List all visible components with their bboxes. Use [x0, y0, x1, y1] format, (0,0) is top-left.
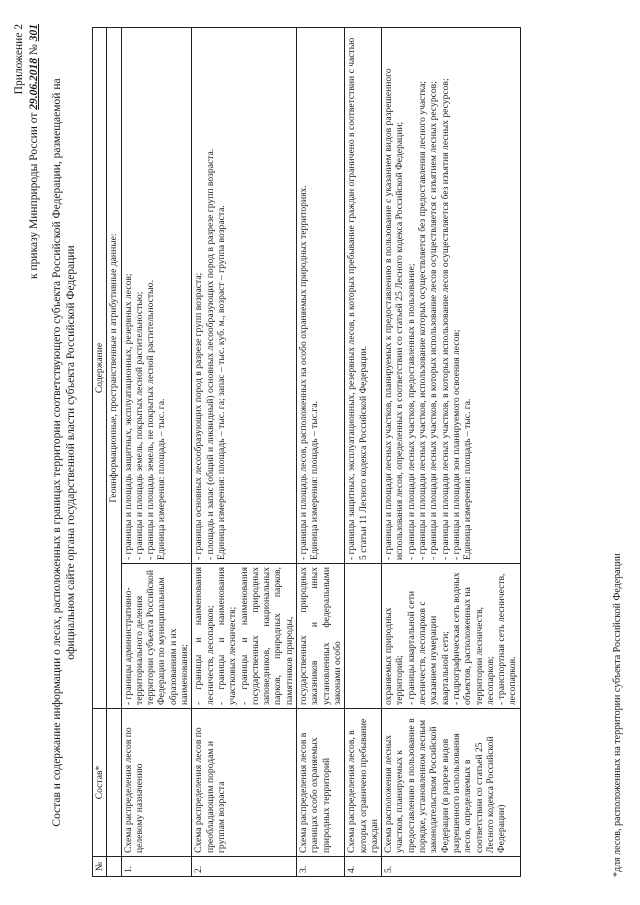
- row-content: [297, 28, 345, 564]
- row-geo: [345, 564, 382, 709]
- content-line: - площадь и запас (общий и ликвидный) основных лесообразующих пород в разрезе групп возраста.: [204, 148, 216, 560]
- table-row: [192, 28, 297, 877]
- content-line: - границы и площадь защитных, эксплуатационных, резервных лесов;: [122, 273, 134, 560]
- content-line: - границы и площади зон планируемого освоения лесов;: [450, 329, 462, 560]
- content-line: Единица измерения: площадь – тыс. га.: [156, 398, 168, 560]
- row-geo: [382, 564, 521, 709]
- row-content: [192, 28, 297, 564]
- row-sostav: Схема распределения лесов, в которых ограничено пребывание граждан: [345, 709, 382, 857]
- section-row: [107, 28, 121, 877]
- order-number-sign: №: [28, 44, 40, 56]
- section-heading: Геоинформационные, пространственные и атрибутивные данные:: [107, 28, 121, 709]
- content-line: - границы и площадь земель, покрытых лесной растительностью;: [133, 291, 145, 560]
- row-content: [121, 28, 192, 564]
- table-row: [382, 28, 521, 877]
- table-row: [121, 28, 192, 877]
- content-line: - границы и площади лесных участков, в которых использование лесов осуществляется с изъятием лесных ресурсов;: [428, 81, 440, 560]
- document-title: [50, 30, 78, 875]
- table-row: [345, 28, 382, 877]
- header-no: №: [93, 857, 107, 877]
- content-line: Единица измерения: площадь – тыс. га; запас – тыс. куб. м., возраст – группа возраста.: [215, 205, 227, 560]
- geo-line: государственных природных заказников и иных установленных федеральными законами особо: [298, 567, 343, 705]
- content-line: - границы и площади лесных участков, планируемых к предоставлению в пользование с указанием видов разрешенного использования лесов, определенных в соответствии со статьей 25 Лесного кодекса Российской Федерации;: [383, 68, 406, 560]
- order-number: 301: [28, 24, 40, 42]
- geo-line: - границы и наименования государственных природных заповедников, национальных парков, природных парков, памятников природы,: [238, 567, 295, 705]
- row-content: [345, 28, 382, 564]
- content-line: - границы основных лесообразующих пород в разрезе групп возраста;: [193, 272, 205, 560]
- title-line-2: официальном сайте органа государственной власти субъекта Российской Федерации: [65, 245, 77, 660]
- row-no: 3.: [297, 857, 345, 877]
- row-no: 2.: [192, 857, 297, 877]
- geo-line: - границы административно-территориального деления территории субъекта Российской Федерации по муниципальным образованиям и их наименования;: [122, 570, 191, 705]
- geo-line: - границы и наименования лесничеств, лесопарков;: [193, 567, 216, 705]
- row-no: 1.: [121, 857, 192, 877]
- content-line: Единица измерения: площадь – тыс.га.: [309, 401, 321, 560]
- appendix-text: Приложение 2: [13, 24, 25, 95]
- content-line: - границы и площадь лесов, расположенных на особо охраняемых природных территориях.: [298, 185, 310, 560]
- content-line: - границы защитных, эксплуатационных, резервных лесов, в которых пребывание граждан ограничено в соответствии с частью 5 статьи 11 Лесного кодекса Российской Федерации.: [346, 37, 369, 560]
- row-geo: [192, 564, 297, 709]
- row-sostav: Схема распределения лесов в границах особо охраняемых природных территорий: [297, 709, 345, 857]
- order-prefix: к приказу Минприроды России от: [28, 112, 40, 279]
- row-no: 5.: [382, 857, 521, 877]
- header-sostav: Состав*: [93, 709, 107, 857]
- row-sostav: Схема распределения лесов по целевому назначению: [121, 709, 192, 857]
- content-line: - границы и площади лесных участков, в которых использование лесов осуществляется без изъятия лесных ресурсов;: [439, 78, 451, 560]
- row-content: [382, 28, 521, 564]
- row-geo: [121, 564, 192, 709]
- content-line: - границы и площадь земель, не покрытых лесной растительностью.: [145, 280, 157, 560]
- table-header-row: [93, 28, 107, 877]
- content-line: - границы и площади лесных участков, использование которых осуществляется без предоставления лесного участка;: [417, 80, 429, 560]
- content-table: [92, 27, 521, 877]
- table-row: [297, 28, 345, 877]
- geo-line: - транспортная сеть лесничеств, лесопарков.: [496, 573, 519, 705]
- order-reference: [28, 24, 40, 279]
- section-empty-sostav: [107, 709, 121, 857]
- content-line: - границы и площади лесных участков, предоставленных в пользование;: [405, 263, 417, 560]
- geo-line: охраняемых природных территорий;: [383, 607, 406, 705]
- appendix-label: [12, 24, 26, 94]
- row-sostav: Схема расположения лесных участков, планируемых к предоставлению в пользование в порядке, установленном лесным законодательством Российской Федерации (в разрезе видов разрешенного использования лесов, определяемых в соответствии со статьей 25 Лесного кодекса Российской Федерации): [382, 709, 521, 857]
- row-sostav: Схема распределения лесов по преобладающим породам и группам возраста: [192, 709, 297, 857]
- content-line: Единица измерения: площадь – тыс. га.: [462, 398, 474, 560]
- header-content: Содержание: [93, 28, 107, 709]
- geo-line: - границы и наименования участковых лесничеств;: [215, 567, 239, 705]
- section-empty-no: [107, 857, 121, 877]
- row-no: 4.: [345, 857, 382, 877]
- geo-line: - гидрографическая сеть водных объектов, расположенных на территории лесничеств, лесопарков;: [450, 572, 496, 705]
- footnote: *для лесов, расположенных на территории субъекта Российской Федерации: [612, 553, 623, 877]
- row-geo: [297, 564, 345, 709]
- geo-line: - границы квартальной сети лесничеств, лесопарков с указанием нумерации квартальной сети;: [405, 590, 451, 705]
- order-date: 29.06.2018: [28, 57, 40, 110]
- title-line-1: Состав и содержание информации о лесах, расположенных в границах территории соответствующего субъекта Российской Федерации, размещаемой на: [51, 78, 63, 827]
